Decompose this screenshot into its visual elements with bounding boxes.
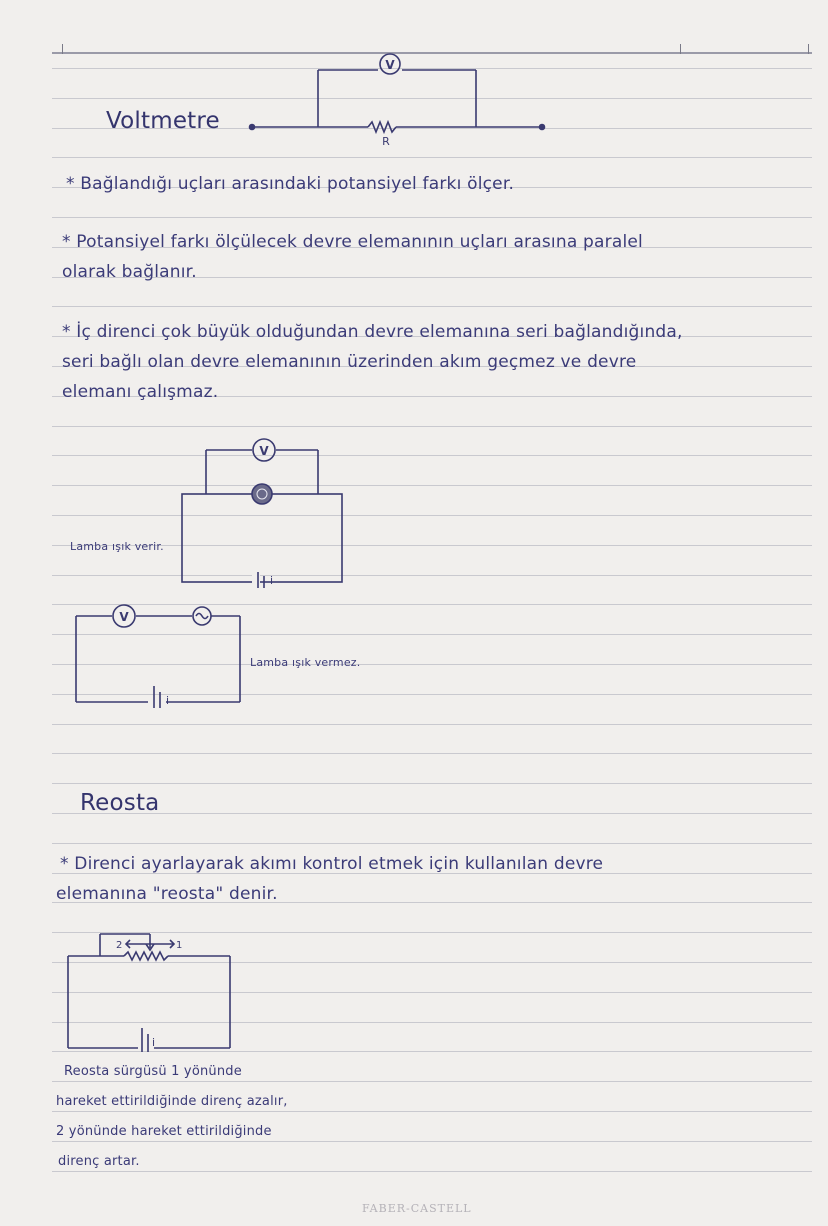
reosta-note-line: elemanına "reosta" denir. xyxy=(56,884,278,904)
lamp-off-caption: Lamba ışık vermez. xyxy=(250,656,361,669)
rule-line xyxy=(52,753,812,754)
rule-line xyxy=(52,1111,812,1112)
voltmeter-symbol: V xyxy=(259,444,269,458)
parallel-voltmeter-circuit xyxy=(176,436,352,588)
battery-label: i xyxy=(166,694,170,707)
rheostat-circuit xyxy=(62,928,238,1054)
margin-tick xyxy=(62,44,63,54)
rule-line xyxy=(52,455,812,456)
rule-line xyxy=(52,485,812,486)
voltmetre-heading: Voltmetre xyxy=(106,108,220,134)
rule-line xyxy=(52,217,812,218)
note-line: * Bağlandığı uçları arasındaki potansiyel farkı ölçer. xyxy=(66,174,515,194)
lamp-filament xyxy=(196,614,208,619)
rule-line xyxy=(52,1171,812,1172)
rule-line xyxy=(52,426,812,427)
voltmeter-symbol: V xyxy=(385,58,395,72)
rule-line xyxy=(52,813,812,814)
circuit-loop xyxy=(182,494,342,582)
note-line: * İç direnci çok büyük olduğundan devre elemanına seri bağlandığında, xyxy=(62,322,683,342)
margin-tick xyxy=(808,44,809,54)
rule-line xyxy=(52,724,812,725)
note-line: olarak bağlanır. xyxy=(62,262,197,282)
reosta-heading: Reosta xyxy=(80,790,160,816)
battery-label: i xyxy=(152,1036,156,1049)
terminal-dot xyxy=(540,125,545,130)
rule-line xyxy=(52,843,812,844)
note-line: elemanı çalışmaz. xyxy=(62,382,219,402)
voltmetre-circuit-diagram xyxy=(240,48,560,158)
slider-direction-1-label: 1 xyxy=(176,940,183,951)
rule-line xyxy=(52,575,812,576)
slider-direction-2-label: 2 xyxy=(116,940,123,951)
reosta-caption-line: 2 yönünde hareket ettirildiğinde xyxy=(56,1124,272,1139)
battery-label: i xyxy=(270,574,274,587)
rule-line xyxy=(52,1141,812,1142)
note-line: seri bağlı olan devre elemanının üzerinden akım geçmez ve devre xyxy=(62,352,637,372)
rule-line xyxy=(52,515,812,516)
rheostat-resistor-icon xyxy=(124,952,168,960)
lamp-on-caption: Lamba ışık verir. xyxy=(70,540,164,553)
rule-line xyxy=(52,1081,812,1082)
brand-watermark: FABER-CASTELL xyxy=(362,1202,472,1215)
voltmeter-symbol: V xyxy=(119,610,129,624)
lamp-icon xyxy=(252,484,272,504)
margin-tick xyxy=(680,44,681,54)
resistor-label: R xyxy=(382,135,390,148)
reosta-caption-line: direnç artar. xyxy=(58,1154,140,1169)
reosta-caption-line: Reosta sürgüsü 1 yönünde xyxy=(64,1064,242,1079)
reosta-note-line: * Direnci ayarlayarak akımı kontrol etmek için kullanılan devre xyxy=(60,854,604,874)
reosta-caption-line: hareket ettirildiğinde direnç azalır, xyxy=(56,1094,288,1109)
rule-line xyxy=(52,306,812,307)
resistor-icon xyxy=(368,122,396,132)
rule-line xyxy=(52,545,812,546)
rule-line xyxy=(52,783,812,784)
note-line: * Potansiyel farkı ölçülecek devre elemanının uçları arasına paralel xyxy=(62,232,643,252)
series-voltmeter-circuit xyxy=(70,600,246,710)
